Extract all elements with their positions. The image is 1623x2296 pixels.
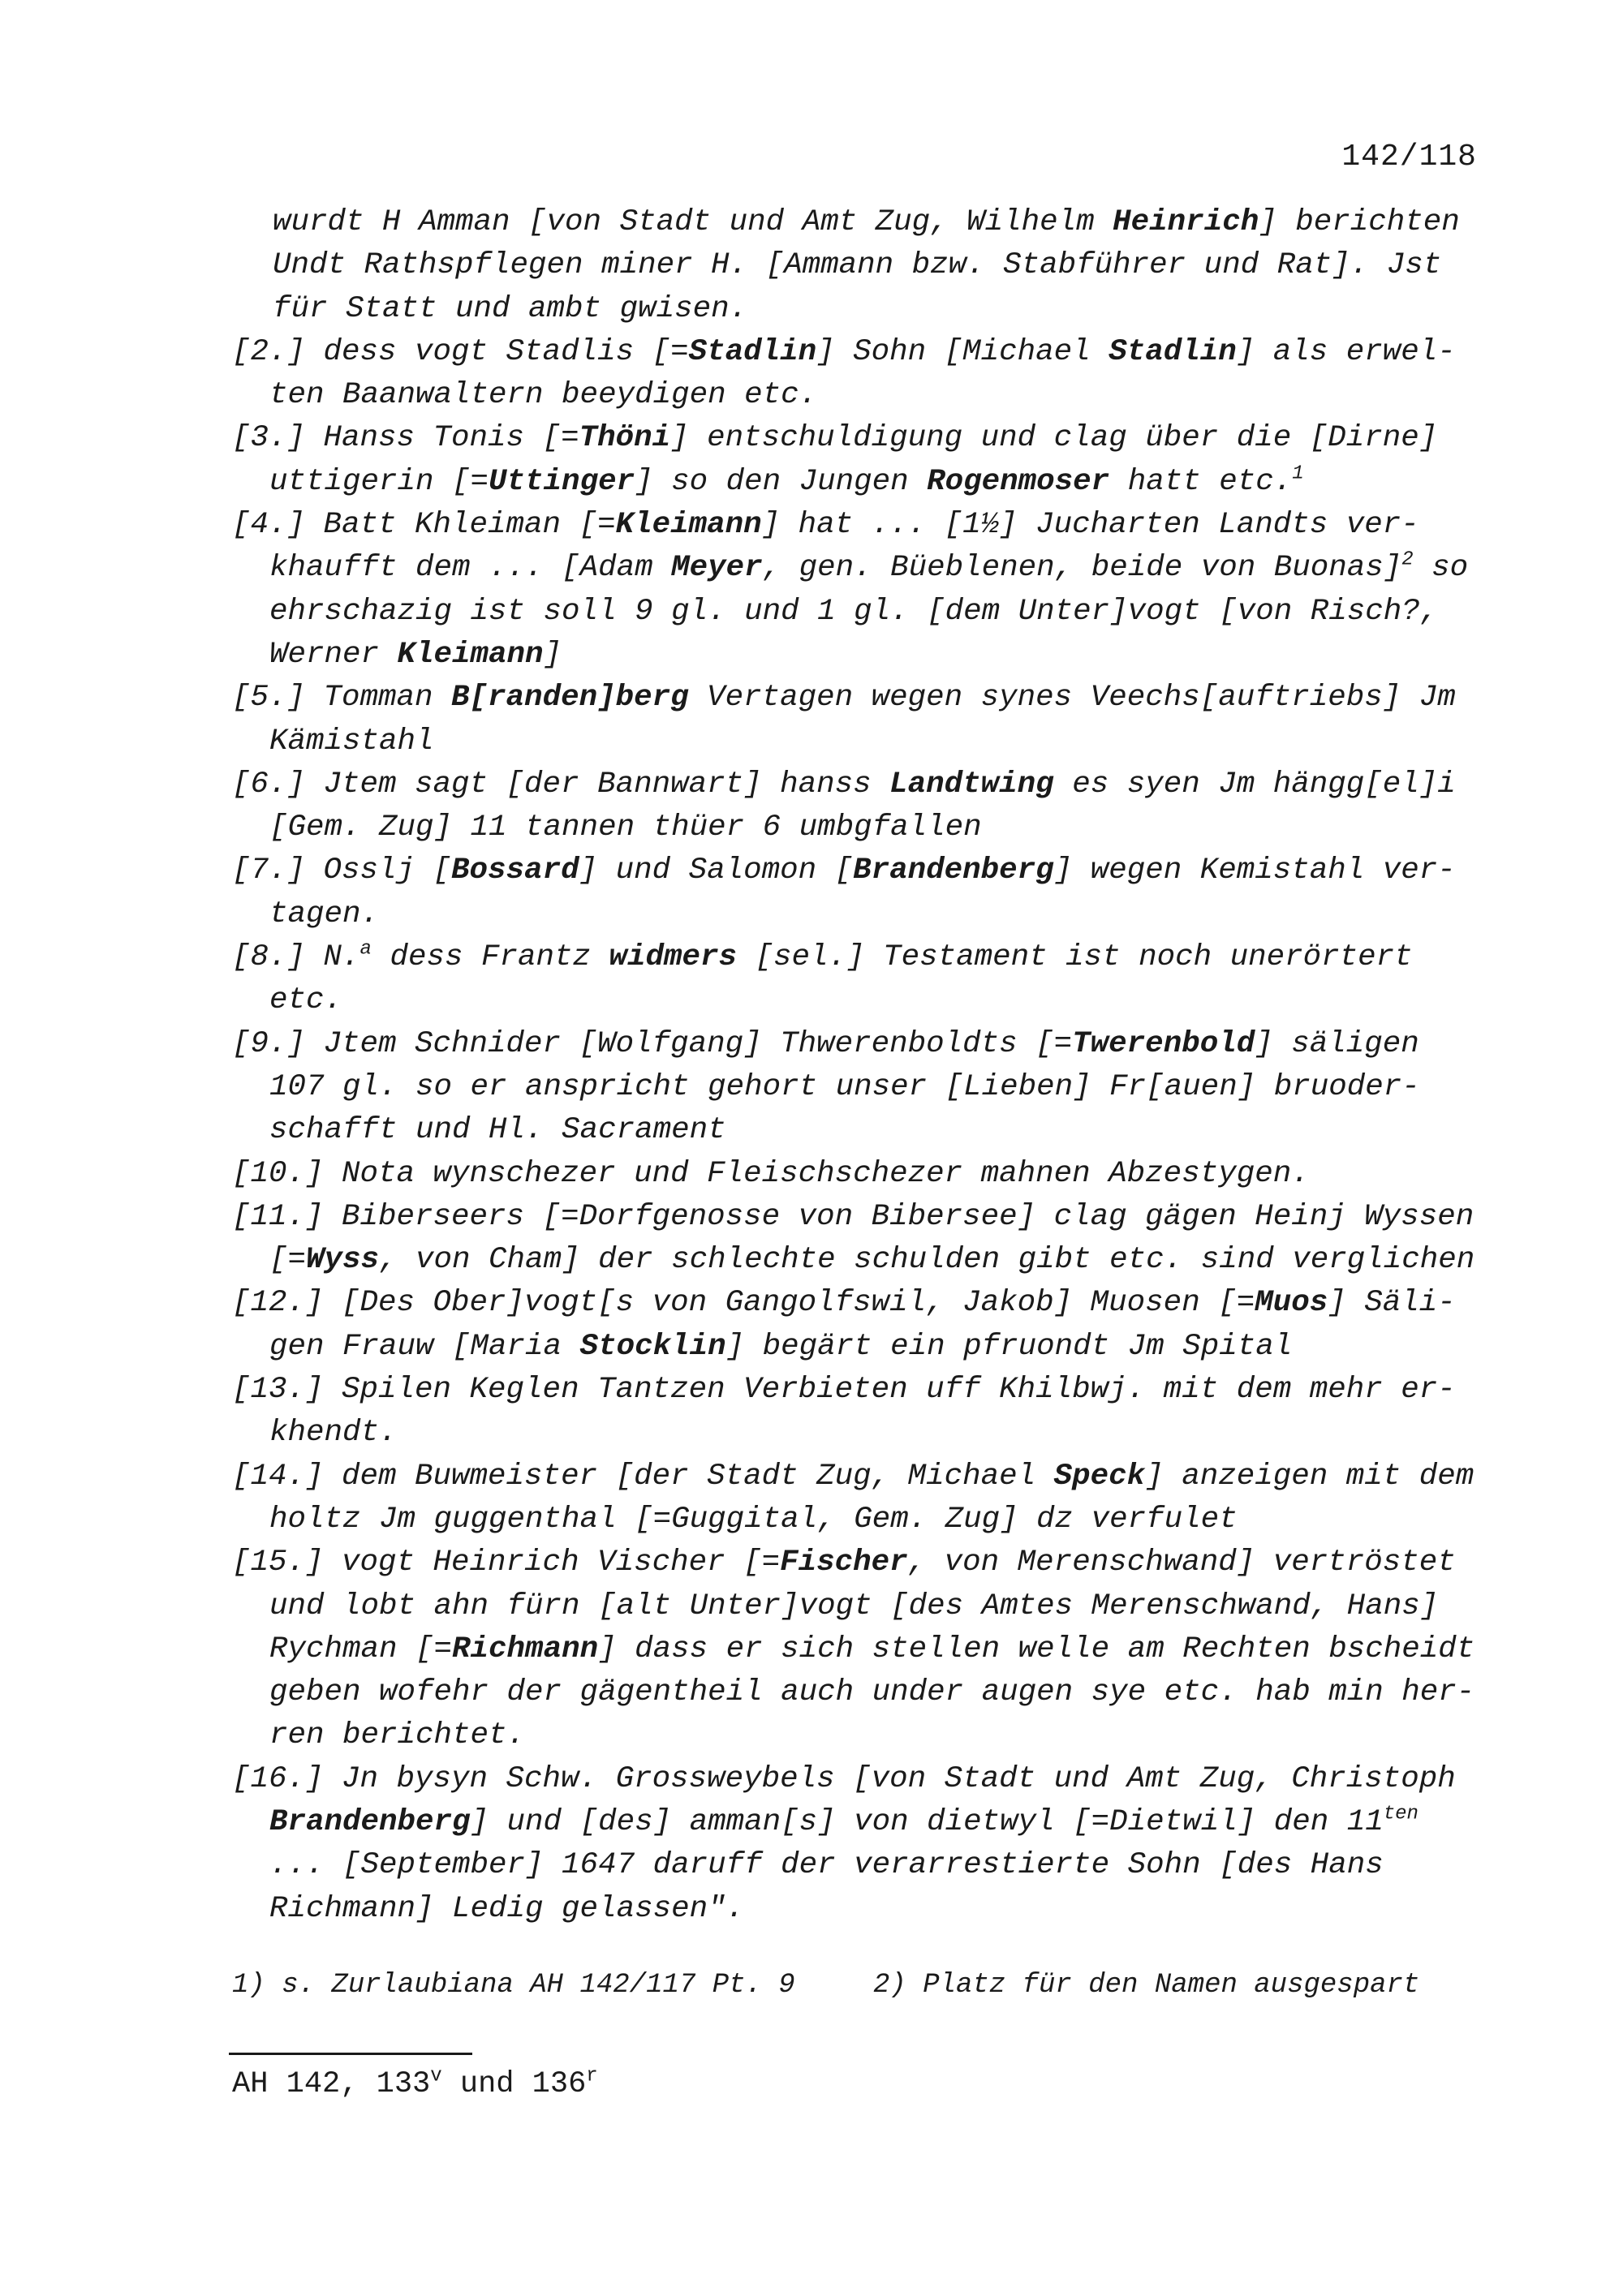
entry-3: [3.] Hanss Tonis [=Thöni] entschuldigung und clag über die [Dirne] uttigerin [=Uttinger] so den Jungen Rogenmoser hatt etc.$^1$ — [232, 421, 1438, 499]
entry-16: [16.] Jn bysyn Schw. Grossweybels [von Stadt und Amt Zug, Christoph Brandenberg] und [des] amman[s] von dietwyl [=Dietwil] den $11^{ten}$ ... [September] 1647 daruff der verarrestierte Sohn [des Hans Richmann] Ledig gelassen". — [232, 1761, 1456, 1926]
entry-8: [8.] N.$^a$ dess Frantz widmers [sel.] Testament ist noch unerörtert etc. — [232, 938, 1413, 1018]
entry-6: [6.] Jtem sagt [der Bannwart] hanss Landtwing es syen Jm hängg[el]i [Gem. Zug] 11 tannen thüer 6 umbgfallen — [232, 767, 1456, 845]
source-main: AH 142, 133 — [232, 2067, 431, 2101]
entry-5: [5.] Tomman B[randen]berg Vertagen wegen synes Veechs[auftriebs] Jm Kämistahl — [232, 681, 1456, 759]
source-sup-v: v — [430, 2065, 442, 2087]
entry-14: [14.] dem Buwmeister [der Stadt Zug, Michael Speck] anzeigen mit dem holtz Jm guggenthal [=Guggital, Gem. Zug] dz verfulet — [232, 1459, 1474, 1537]
source-reference — [232, 2067, 598, 2101]
entry-2: [2.] dess vogt Stadlis [=Stadlin] Sohn [Michael Stadlin] als erwel-ten Baanwaltern beeydigen etc. — [232, 334, 1456, 413]
entry-15: [15.] vogt Heinrich Vischer [=Fischer, von Merenschwand] vertröstet und lobt ahn fürn [alt Unter]vogt [des Amtes Merenschwand, Hans] Rychman [=Richmann] dass er sich stellen welle am Rechten bscheidt geben wofehr der gägentheil auch under augen sye etc. hab min her-ren berichtet. — [232, 1546, 1475, 1753]
intro-paragraph: wurdt H Amman [von Stadt und Amt Zug, Wilhelm Heinrich] berichten Undt Rathspflegen miner H. [Ammann bzw. Stabführer und Rat]. Jst für Statt und ambt gwisen. — [273, 205, 1460, 326]
source-sup-r: r — [586, 2065, 598, 2087]
entry-13: [13.] Spilen Keglen Tantzen Verbieten uff Khilbwj. mit dem mehr er-khendt. — [232, 1373, 1456, 1451]
entry-7: [7.] Osslj [Bossard] und Salomon [Brandenberg] wegen Kemistahl ver-tagen. — [232, 853, 1456, 931]
entry-10: [10.] Nota wynschezer und Fleischschezer mahnen Abzestygen. — [232, 1156, 1310, 1191]
footnote-2: 2) Platz für den Namen ausgespart — [873, 1970, 1420, 2001]
entry-11: [11.] Biberseers [=Dorfgenosse von Bibersee] clag gägen Heinj Wyssen [=Wyss, von Cham] der schlechte schulden gibt etc. sind verglichen — [232, 1199, 1475, 1278]
entry-4: [4.] Batt Khleiman [=Kleimann] hat ... [1½] Jucharten Landts ver-khaufft dem ... [Adam Meyer, gen. Büeblenen, beide von Buonas]$^2$ so ehrschazig ist soll 9 gl. und 1 gl. [dem Unter]vogt [von Risch?, Werner Kleimann] — [232, 508, 1469, 672]
page-number: 142/118 — [1341, 140, 1477, 174]
transcription-body — [232, 201, 1482, 1931]
footnote-divider — [229, 2053, 472, 2055]
source-mid: und 136 — [441, 2067, 587, 2101]
entry-12: [12.] [Des Ober]vogt[s von Gangolfswil, Jakob] Muosen [=Muos] Säli-gen Frauw [Maria Stocklin] begärt ein pfruondt Jm Spital — [232, 1286, 1456, 1364]
entry-9: [9.] Jtem Schnider [Wolfgang] Thwerenboldts [=Twerenbold] säligen 107 gl. so er anspricht gehort unser [Lieben] Fr[auen] bruoder-schafft und Hl. Sacrament — [232, 1026, 1420, 1148]
footnotes — [232, 1970, 1498, 2001]
footnote-1: 1) s. Zurlaubiana AH 142/117 Pt. 9 — [232, 1970, 795, 2001]
